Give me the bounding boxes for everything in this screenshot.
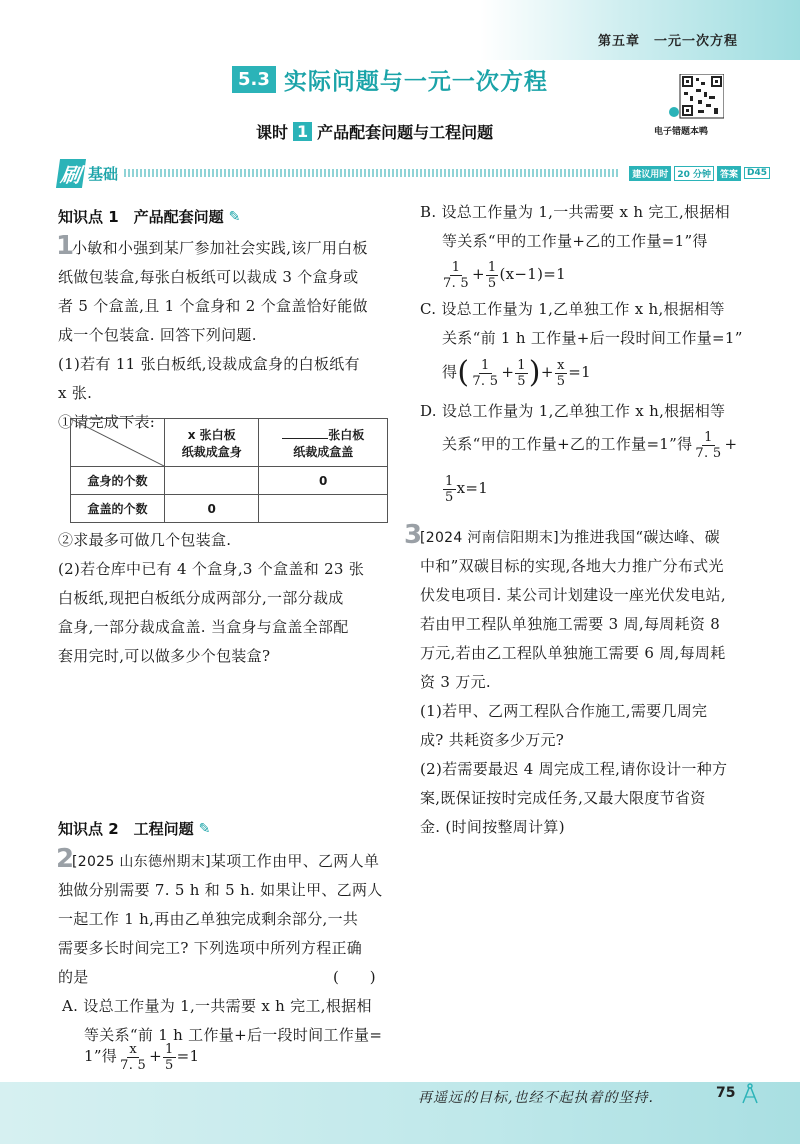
time-label: 建议用时 bbox=[629, 166, 671, 181]
option-c-equation: 得( $\frac{1}{7. 5}$ + $\frac{1}{5}$ )+ $\frac{x}{5}$ =1 bbox=[442, 355, 591, 390]
question-3-source: [2024 河南信阳期末] bbox=[420, 530, 559, 546]
question-1-body: 纸做包装盒,每张白板纸可以裁成 3 个盒身或 者 5 个盒盖,且 1 个盒身和 2 个盒盖恰好能做 成一个包装盒. 回答下列问题. (1)若有 11 张白板纸,设裁成盒身的白板纸有 x 张. ①请完成下表: bbox=[58, 268, 368, 431]
page-number: 75 bbox=[716, 1085, 736, 1101]
cell-value: 0 bbox=[165, 495, 259, 523]
pen-icon: ✎ bbox=[228, 208, 241, 225]
question-3-first-line: [2024 河南信阳期末]为推进我国“碳达峰、碳 bbox=[420, 528, 720, 546]
blank-input[interactable] bbox=[282, 427, 328, 439]
row-header-1: 盒身的个数 bbox=[71, 467, 165, 495]
compass-icon bbox=[740, 1083, 760, 1105]
knowledge-point-2: 知识点 2 工程问题 ✎ bbox=[58, 820, 211, 838]
answer-parentheses[interactable]: ( ) bbox=[333, 968, 376, 986]
lesson-heading: 产品配套问题与工程问题 bbox=[317, 123, 494, 142]
chapter-header bbox=[598, 30, 738, 49]
dotted-divider bbox=[124, 169, 620, 177]
section-number: 5.3 bbox=[232, 66, 276, 93]
question-3-body: 中和”双碳目标的实现,各地大力推广分布式光 伏发电项目. 某公司计划建设一座光伏发电站, 若由甲工程队单独施工需要 3 周,每周耗资 8 万元,若由乙工程队单独施工需要 6 周,每周耗 资 3 万元. (1)若甲、乙两工程队合作施工,需要几周完 成? 共耗资多少万元? (2)若需要最迟 4 周完成工程,请你设计一种方 案,既保证按时完成任务,又最大限度节省资 金. (时间按整周计算) bbox=[420, 557, 728, 836]
basics-mark: 刷 bbox=[56, 159, 86, 188]
answer-page: D45 bbox=[744, 167, 770, 179]
question-1-text: 小敏和小强到某厂参加社会实践,该厂用白板 bbox=[72, 239, 368, 257]
question-1-number: 1 bbox=[56, 231, 75, 261]
section-title bbox=[232, 62, 548, 96]
option-d[interactable]: D. 设总工作量为 1,乙单独工作 x h,根据相等 bbox=[420, 402, 726, 420]
answer-label: 答案 bbox=[717, 166, 741, 181]
chapter-number: 第五章 bbox=[597, 34, 640, 49]
knowledge-point-1: 知识点 1 产品配套问题 ✎ bbox=[58, 208, 241, 226]
footer-band bbox=[0, 1082, 800, 1144]
fill-in-table bbox=[70, 418, 388, 523]
option-d-equation: $\frac{1}{5}$ x=1 bbox=[445, 473, 489, 505]
cell-input[interactable] bbox=[259, 495, 388, 523]
pen-icon: ✎ bbox=[198, 820, 211, 837]
chapter-title: 一元一次方程 bbox=[653, 34, 738, 49]
footer-motto: 再遥远的目标,也经不起执着的坚持. bbox=[418, 1090, 654, 1106]
question-2-number: 2 bbox=[56, 844, 75, 874]
lesson-title bbox=[256, 120, 493, 143]
row-header-2: 盒盖的个数 bbox=[71, 495, 165, 523]
basics-bar bbox=[58, 162, 770, 187]
col-header-1: x 张白板 纸裁成盒身 bbox=[165, 419, 259, 467]
question-1-continued: ②求最多可做几个包装盒. (2)若仓库中已有 4 个盒身,3 个盒盖和 23 张 白板纸,现把白板纸分成两部分,一部分裁成 盒身,一部分裁成盒盖. 当盒身与盒盖全部配 套用完时,可以做多少个包装盒? bbox=[58, 531, 365, 665]
question-2-body: 独做分别需要 7. 5 h 和 5 h. 如果让甲、乙两人 一起工作 1 h,再由乙单独完成剩余部分,一共 需要多长时间完工? 下列选项中所列方程正确 的是 bbox=[58, 881, 383, 986]
section-heading: 实际问题与一元一次方程 bbox=[283, 68, 548, 95]
lesson-prefix: 课时 bbox=[256, 123, 289, 142]
col-header-2: 张白板 纸裁成盒盖 bbox=[259, 419, 388, 467]
option-c[interactable]: C. 设总工作量为 1,乙单独工作 x h,根据相等 关系“前 1 h 工作量+后一段时间工作量=1” bbox=[420, 300, 743, 347]
time-value: 20 分钟 bbox=[674, 166, 714, 181]
option-b-equation: $\frac{1}{7. 5}$ + $\frac{1}{5}$ (x−1)=1 bbox=[443, 259, 566, 291]
option-d-line-2: 关系“甲的工作量+乙的工作量=1”得 $\frac{1}{7. 5}$ + bbox=[442, 429, 738, 461]
diagonal-cell bbox=[71, 419, 165, 467]
qr-code-icon[interactable] bbox=[668, 74, 724, 120]
question-2-source: [2025 山东德州期末] bbox=[72, 854, 211, 870]
cell-value: 0 bbox=[259, 467, 388, 495]
lesson-number: 1 bbox=[293, 122, 312, 141]
option-a-equation: 1”得 $\frac{x}{7. 5}$ + $\frac{1}{5}$ =1 bbox=[84, 1041, 200, 1073]
qr-label: 电子错题本鸭 bbox=[654, 127, 709, 137]
question-2-first-line: [2025 山东德州期末]某项工作由甲、乙两人单 bbox=[72, 852, 380, 870]
cell-input[interactable] bbox=[165, 467, 259, 495]
basics-word: 基础 bbox=[88, 164, 119, 183]
option-a[interactable]: A. 设总工作量为 1,一共需要 x h 完工,根据相 等关系“前 1 h 工作量+后一段时间工作量= bbox=[62, 997, 383, 1044]
option-b[interactable]: B. 设总工作量为 1,一共需要 x h 完工,根据相 等关系“甲的工作量+乙的工作量=1”得 bbox=[420, 203, 730, 250]
question-3-number: 3 bbox=[404, 520, 423, 550]
